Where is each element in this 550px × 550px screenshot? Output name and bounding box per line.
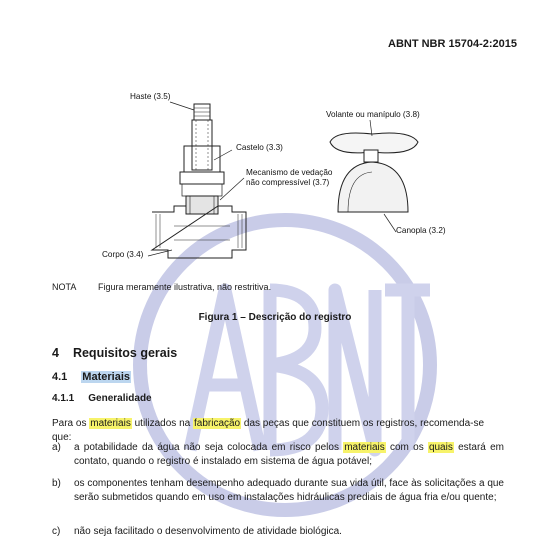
highlight-materiais-2: materiais [344,442,385,453]
label-corpo: Corpo (3.4) [102,250,144,259]
label-castelo: Castelo (3.3) [236,143,283,152]
list-marker-a: a) [52,442,61,453]
section-4-number: 4 [52,346,59,360]
intro-text-3: das peças que constituem os registros, recomenda-se que: [52,418,485,443]
nota-key: NOTA [52,282,77,292]
intro-text-1: Para os [52,418,90,429]
section-4-1-1-title: Generalidade [88,393,152,404]
item-a-text-2: com os [385,442,428,453]
section-4-1-number: 4.1 [52,371,68,383]
label-mecanismo-2: não compressível (3.7) [246,178,330,187]
item-a-text-1: a potabilidade da água não seja colocada em risco pelos [74,442,344,453]
nota-text: Figura meramente ilustrativa, não restritiva. [98,282,272,292]
list-item-a [52,441,504,469]
label-canopla: Canopla (3.2) [396,226,446,235]
list-item-b [52,477,504,519]
section-4-1-heading [52,371,131,383]
intro-text-2: utilizados na [131,418,193,429]
label-haste: Haste (3.5) [130,92,171,101]
intro-paragraph [52,417,504,444]
list-text-b: os componentes tenham desempenho adequado durante sua vida útil, face às solicitações a que serão submetidos quando em uso em instalações hidráulicas prediais de água fria e/ou quente; [74,478,504,503]
highlight-fabricacao: fabricação [193,418,241,429]
haste-stem [192,120,212,170]
section-4-1-1-heading [52,393,152,404]
list-marker-b: b) [52,478,61,489]
label-volante: Volante ou manípulo (3.8) [326,110,420,119]
section-4-title: Requisitos gerais [72,346,178,360]
standard-code: ABNT NBR 15704-2:2015 [388,38,517,50]
highlight-materiais: materiais [90,418,131,429]
item-a-text-3: estará em contato, quando o registro é instalado em sistema de água potável; [74,442,504,467]
list-item-c [52,525,504,539]
section-4-1-1-number: 4.1.1 [52,393,75,404]
figure-caption: Figura 1 – Descrição do registro [198,312,352,323]
list-text-c: não seja facilitado o desenvolvimento de atividade biológica. [74,526,342,537]
label-mecanismo-1: Mecanismo de vedação [246,168,333,177]
list-text-a [74,441,504,468]
section-4-1-title: Materiais [82,371,130,383]
section-4-heading [52,346,177,360]
list-marker-c: c) [52,526,61,537]
highlight-quais: quais [428,442,453,453]
